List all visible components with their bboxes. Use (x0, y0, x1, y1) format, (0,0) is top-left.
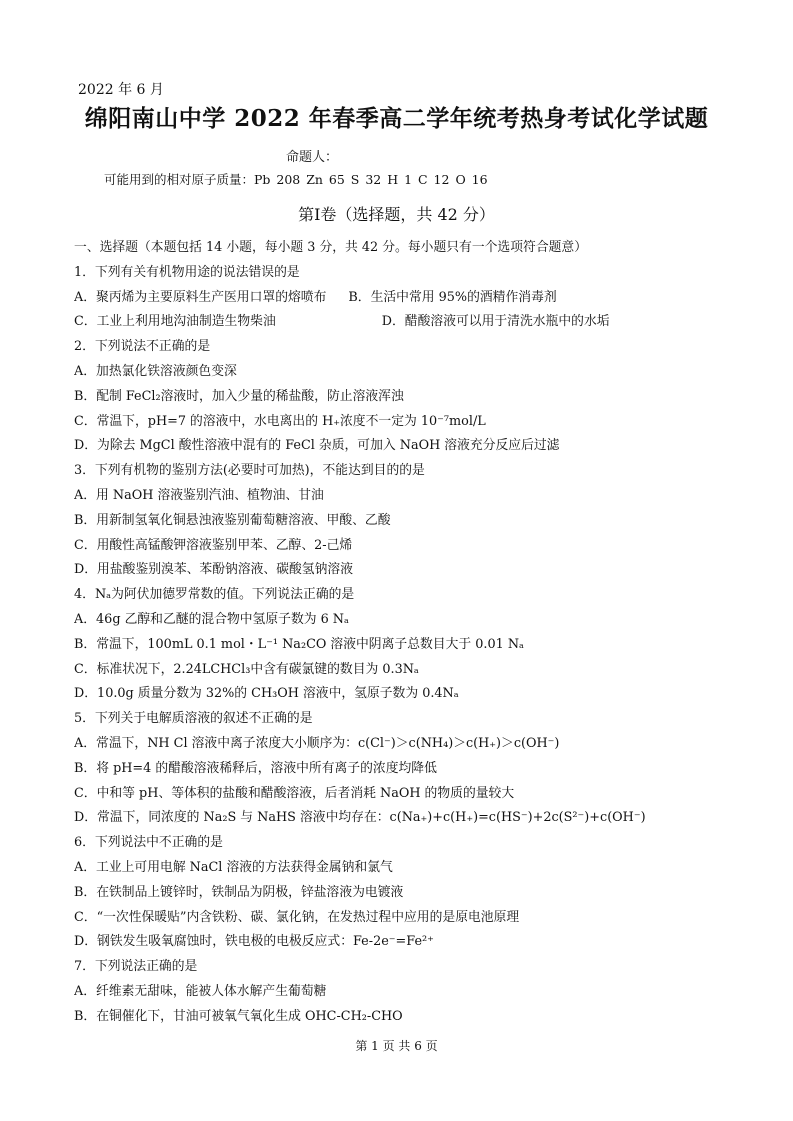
q1-option-a: A．聚丙烯为主要原料生产医用口罩的熔喷布 (74, 289, 327, 305)
q3-option-b: B．用新制氢氧化铜悬浊液鉴别葡萄糖溶液、甲酸、乙酸 (74, 512, 391, 528)
q1-option-c: C．工业上利用地沟油制造生物柴油 (74, 314, 276, 330)
q1-option-d: D．醋酸溶液可以用于清洗水瓶中的水垢 (381, 314, 610, 330)
instruction-line: 一、选择题（本题包括 14 小题，每小题 3 分，共 42 分。每小题只有一个选项符合题意） (74, 240, 588, 255)
q7-option-a: A．纤维素无甜味，能被人体水解产生葡萄糖 (74, 983, 327, 999)
q2-option-d: D．为除去 MgCl 酸性溶液中混有的 FeCl 杂质，可加入 NaOH 溶液充分反应后过滤 (74, 438, 560, 454)
q2-option-a: A．加热氯化铁溶液颜色变深 (74, 363, 237, 379)
q6-option-b: B．在铁制品上镀锌时，铁制品为阴极，锌盐溶液为电镀液 (74, 884, 404, 900)
question-list (74, 236, 744, 1030)
q1-options-ab (74, 286, 744, 311)
q3-option-d: D．用盐酸鉴别溴苯、苯酚钠溶液、碳酸氢钠溶液 (74, 562, 353, 578)
author-label: 命题人： (286, 150, 339, 165)
page-footer: 第 1 页 共 6 页 (355, 1039, 438, 1053)
exam-title: 绵阳南山中学 2022 年春季高二学年统考热身考试化学试题 (84, 105, 709, 132)
question-6: 6．下列说法中不正确的是 (74, 835, 223, 851)
question-3: 3．下列有机物的鉴别方法(必要时可加热)，不能达到目的的是 (74, 463, 425, 479)
q2-option-c: C．常温下，pH=7 的溶液中，水电离出的 H₊浓度不一定为 10⁻⁷mol/L (74, 413, 486, 429)
q3-option-c: C．用酸性高锰酸钾溶液鉴别甲苯、乙醇、2-己烯 (74, 537, 353, 553)
atomic-masses: 可能用到的相对原子质量：Pb 208 Zn 65 S 32 H 1 C 12 O 16 (104, 172, 488, 187)
q1-option-b: B．生活中常用 95%的酒精作消毒剂 (348, 289, 557, 305)
q5-option-c: C．中和等 pH、等体积的盐酸和醋酸溶液，后者消耗 NaOH 的物质的量较大 (74, 785, 515, 801)
q5-option-a: A．常温下，NH Cl 溶液中离子浓度大小顺序为：c(Cl⁻)＞c(NH₄)＞c(H₊)＞c(OH⁻) (74, 735, 560, 751)
q4-option-d: D．10.0g 质量分数为 32%的 CH₃OH 溶液中，氢原子数为 0.4Nₐ (74, 686, 459, 702)
q6-option-c: C．“一次性保暖贴”内含铁粉、碳、氯化钠，在发热过程中应用的是原电池原理 (74, 909, 520, 925)
question-1: 1．下列有关有机物用途的说法错误的是 (74, 264, 300, 280)
section-title: 第Ⅰ卷（选择题，共 42 分） (298, 205, 495, 224)
q4-option-a: A．46g 乙醇和乙醚的混合物中氢原子数为 6 Nₐ (74, 611, 349, 627)
question-2: 2．下列说法不正确的是 (74, 339, 211, 355)
q2-option-b: B．配制 FeCl₂溶液时，加入少量的稀盐酸，防止溶液浑浊 (74, 388, 404, 404)
q1-options-cd (74, 310, 744, 335)
q6-option-a: A．工业上可用电解 NaCl 溶液的方法获得金属钠和氯气 (74, 859, 393, 875)
q5-option-d: D．常温下，同浓度的 Na₂S 与 NaHS 溶液中均存在：c(Na₊)+c(H₊)=c(HS⁻)+2c(S²⁻)+c(OH⁻) (74, 810, 646, 826)
q5-option-b: B．将 pH=4 的醋酸溶液稀释后，溶液中所有离子的浓度均降低 (74, 760, 437, 776)
question-4: 4．Nₐ为阿伏加德罗常数的值。下列说法正确的是 (74, 587, 355, 603)
question-5: 5．下列关于电解质溶液的叙述不正确的是 (74, 711, 313, 727)
q6-option-d: D．钢铁发生吸氧腐蚀时，铁电极的电极反应式：Fe-2e⁻=Fe²⁺ (74, 934, 434, 950)
exam-date: 2022 年 6 月 (78, 82, 164, 98)
q4-option-c: C．标准状况下，2.24LCHCl₃中含有碳氯键的数目为 0.3Nₐ (74, 661, 419, 677)
q3-option-a: A．用 NaOH 溶液鉴别汽油、植物油、甘油 (74, 487, 324, 503)
question-7: 7．下列说法正确的是 (74, 959, 198, 975)
q7-option-b: B．在铜催化下，甘油可被氧气氧化生成 OHC-CH₂-CHO (74, 1008, 403, 1024)
q4-option-b: B．常温下，100mL 0.1 mol・L⁻¹ Na₂CO 溶液中阴离子总数目大于 0.01 Nₐ (74, 636, 524, 652)
